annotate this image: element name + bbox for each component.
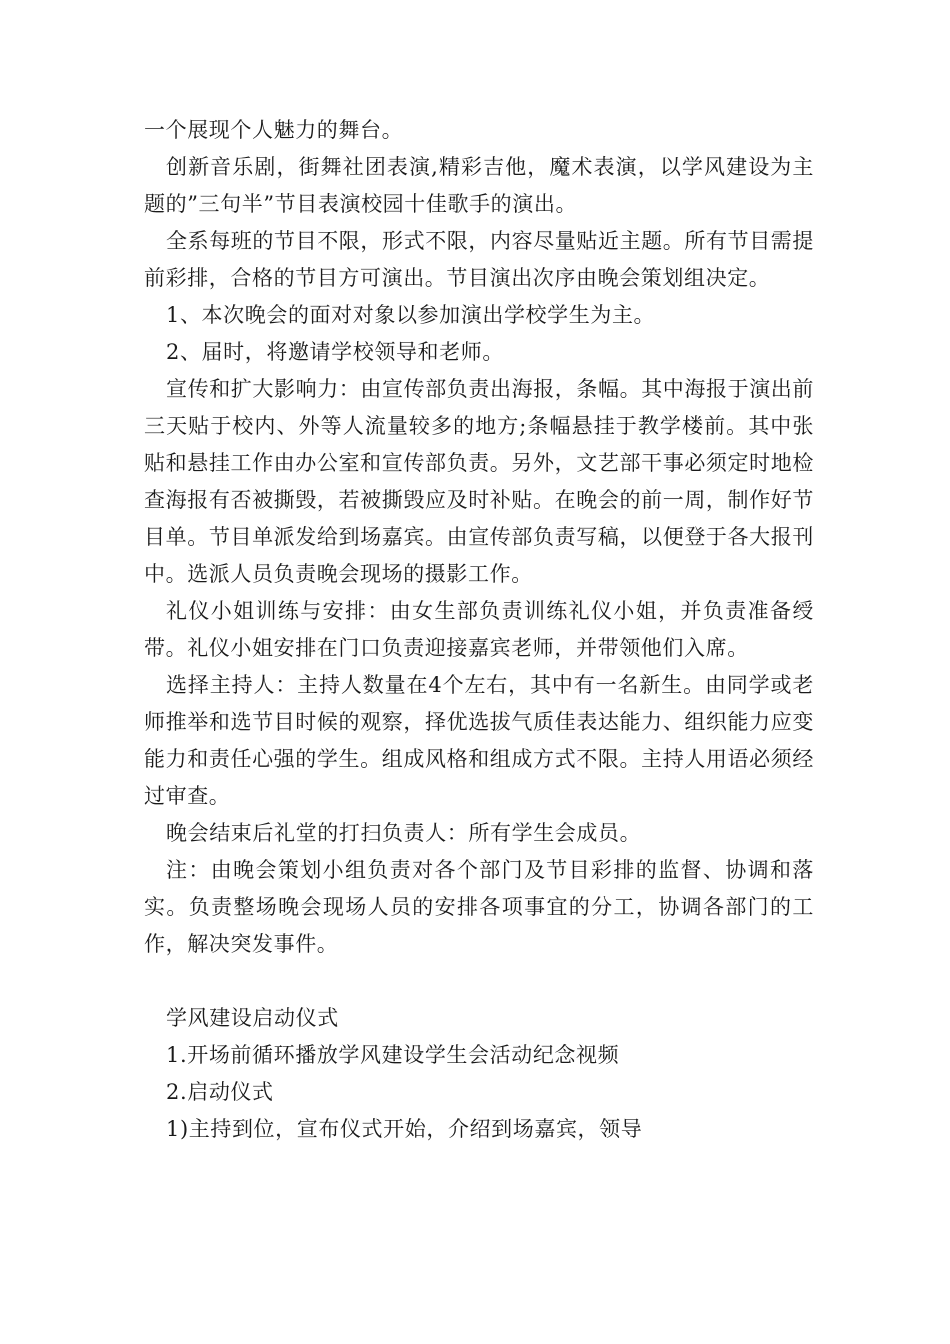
section-item-1: 1.开场前循环播放学风建设学生会活动纪念视频 [166,1043,620,1067]
paragraph-host-selection: 选择主持人：主持人数量在4个左右，其中有一名新生。由同学或老师推举和选节目时候的观察，择优选拔气质佳表达能力、组织能力应变能力和责任心强的学生。组成风格和组成方式不限。主持人用语必须经过审查。 [144,673,814,808]
paragraph-note: 注：由晚会策划小组负责对各个部门及节目彩排的监督、协调和落实。负责整场晚会现场人员的安排各项事宜的分工，协调各部门的工作，解决突发事件。 [144,858,814,956]
blank-line [144,963,814,1000]
document-body [144,112,814,1148]
section-heading: 学风建设启动仪式 [166,1006,339,1030]
paragraph-etiquette: 礼仪小姐训练与安排：由女生部负责训练礼仪小姐，并负责准备绶带。礼仪小姐安排在门口负责迎接嘉宾老师，并带领他们入席。 [144,599,814,660]
paragraph-cleanup: 晚会结束后礼堂的打扫负责人：所有学生会成员。 [166,821,642,845]
paragraph-publicity: 宣传和扩大影响力：由宣传部负责出海报，条幅。其中海报于演出前三天贴于校内、外等人流量较多的地方;条幅悬挂于教学楼前。其中张贴和悬挂工作由办公室和宣传部负责。另外，文艺部干事必须定时地检查海报有否被撕毁，若被撕毁应及时补贴。在晚会的前一周，制作好节目单。节目单派发给到场嘉宾。由宣传部负责写稿，以便登于各大报刊中。选派人员负责晚会现场的摄影工作。 [144,377,814,586]
paragraph-invitation: 2、届时，将邀请学校领导和老师。 [166,340,504,364]
paragraph-stage: 一个展现个人魅力的舞台。 [144,118,404,142]
paragraph-audience: 1、本次晚会的面对对象以参加演出学校学生为主。 [166,303,656,327]
paragraph-programs: 创新音乐剧，街舞社团表演,精彩吉他，魔术表演，以学风建设为主题的”三句半”节目表演校园十佳歌手的演出。 [144,155,814,216]
paragraph-program-rules: 全系每班的节目不限，形式不限，内容尽量贴近主题。所有节目需提前彩排，合格的节目方可演出。节目演出次序由晚会策划组决定。 [144,229,814,290]
section-item-2: 2.启动仪式 [166,1080,274,1104]
section-subitem-1: 1)主持到位，宣布仪式开始，介绍到场嘉宾，领导 [166,1117,643,1141]
